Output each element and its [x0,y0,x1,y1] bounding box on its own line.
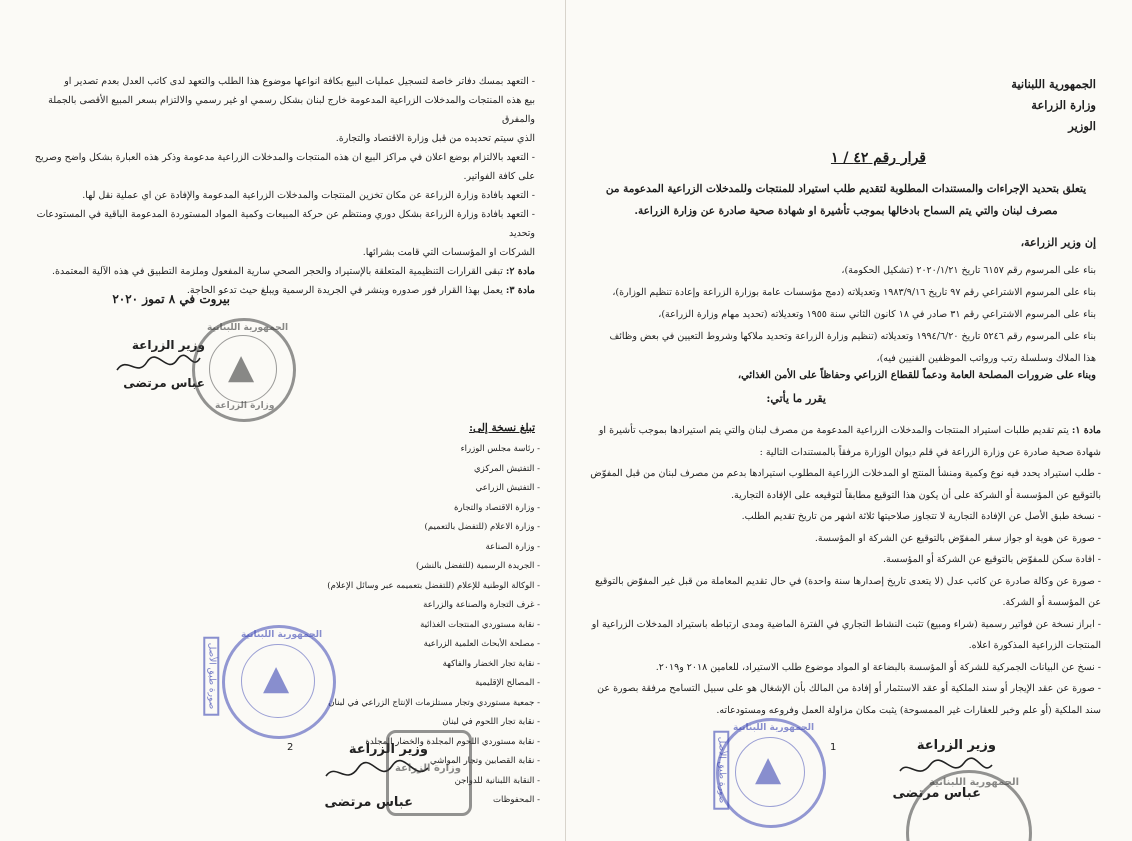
seal-top-text: الجمهورية اللبنانية [207,323,289,333]
list-item: سند الملكية (أو علم وخبر للعقارات غير الممسوحة) يثبت مكان مزاولة العمل وفروعه ومستودعاته. [716,704,1101,716]
list-item: - رئاسة مجلس الوزراء [460,444,540,454]
article-3-label: مادة ٣: [505,285,535,296]
list-item: - نسخ عن البيانات الجمركية للشركة أو المؤسسة بالبضاعة او المواد موضوع طلب الاستيراد، للعامين ٢٠١٨ و٢٠١٩. [655,661,1101,673]
obligation-line: - التعهد بافادة وزارة الزراعة عن مكان تخزين المنتجات والمدخلات الزراعية المدعومة والإفادة عن اي عملية نقل لها. [82,190,535,201]
article-1-label: مادة ١: [1071,425,1101,436]
opening-line: إن وزير الزراعة، [1020,236,1096,249]
decision-title: قرار رقم ٤٢ / ١ [830,150,926,166]
recital-line: بناء على المرسوم الاشتراعي رقم ٩٧ تاريخ ١٩٨٣/٩/١٦ وتعديلاته (دمج مؤسسات عامة بوزارة الزراعة وإعادة تنظيم الوزارة)، [612,287,1096,298]
recital-line: بناء على المرسوم الاشتراعي رقم ٣١ صادر في ١٨ كانون الثاني سنة ١٩٥٥ وتعديلاته (تحديد مهام وزارة الزراعة)، [658,309,1096,320]
list-item: المنتجات الزراعية المذكورة اعلاه. [968,640,1101,651]
public-interest-line: وبناء على ضرورات المصلحة العامة ودعماً للقطاع الزراعي وحفاظاً على الأمن الغذائي، [737,370,1096,381]
list-item: - نقابة مستوردي المنتجات الغذائية [420,619,540,630]
obligation-line: - التعهد بمسك دفاتر خاصة لتسجيل عمليات البيع بكافة انواعها موضوع هذا الطلب والتعهد لدى كاتب العدل بعدم تصدير او [64,76,535,87]
list-item: - نقابة القصابين وتجار المواشي [430,756,540,766]
list-item: - نقابة مستوردي اللحوم المجلدة والخضار المجلدة [365,736,540,747]
ministry-seal-bottom [386,730,472,816]
seal-top-text: الجمهورية اللبنانية [733,723,815,733]
article-1-text: يتم تقديم طلبات استيراد المنتجات والمدخلات الزراعية المدعومة من مصرف لبنان والتي يتم استيرادها بموجب تأشيرة او [598,425,1069,436]
subject-line: يتعلق بتحديد الإجراءات والمستندات المطلوبة لتقديم طلب استيراد للمنتجات وللمدخلات الزراعية المدعومة من [605,183,1087,195]
copy-heading: تبلغ نسخة إلى: [469,422,535,434]
subject-line: مصرف لبنان والتي يتم السماح بادخالها بموجب تأشيرة او شهادة صحية صادرة عن وزارة الزراعة. [634,205,1058,217]
minister-label: الوزير [1068,119,1096,133]
list-item: - مصلحة الأبحاث العلمية الزراعية [423,639,540,649]
minister-signature-title: وزير الزراعة [916,738,996,753]
list-item: - صورة عن هوية او جواز سفر المفوّض بالتوقيع عن الشركة او المؤسسة. [814,532,1101,544]
decides-line: يقرر ما يأتي: [766,392,826,405]
certified-copy-stamp: صورة طبق الأصل [203,637,219,716]
ministry-name: وزارة الزراعة [1031,98,1096,112]
seal-bottom-text: وزارة الزراعة [395,763,462,774]
page-number: 2 [287,742,294,753]
list-item: - صورة عن عقد الإيجار أو سند الملكية أو عقد الاستثمار أو إفادة من المالك بأن الإشغال هو على سبيل التسامح مرفقة بصورة عن [597,683,1101,694]
page-number: 1 [830,742,837,753]
article-2 [30,262,535,281]
minister-signature-title: وزير الزراعة [348,742,428,757]
recital-line: هذا الملاك وسلسلة رتب ورواتب الموظفين الفنيين فيه)، [876,353,1096,364]
seal-top-text: الجمهورية اللبنانية [241,630,323,640]
list-item: - نقابة تجار اللحوم في لبنان [442,717,540,727]
cedar-icon: ▲ [228,347,255,387]
minister-name: عباس مرتضى [123,376,205,390]
republic-name: الجمهورية اللبنانية [1011,77,1096,91]
certified-copy-stamp: صورة طبق الأصل [713,731,729,810]
cedar-icon: ▲ [755,749,782,789]
list-item: - صورة عن وكالة صادرة عن كاتب عدل (لا يتعدى تاريخ إصدارها سنة واحدة) في حال تقديم المعاملة من قبل غير المفوّض بالتوقيع [595,575,1101,587]
recital-line: بناء على المرسوم رقم ٦١٥٧ تاريخ ٢٠٢٠/١/٢١ (تشكيل الحكومة)، [841,265,1096,276]
list-item: - المصالح الإقليمية [475,678,540,688]
ministry-seal-blue [222,625,336,739]
list-item: - وزارة الاقتصاد والتجارة [454,502,540,513]
article-1-line [586,420,1101,442]
minister-name: عباس مرتضى [892,786,981,801]
article-2-label: مادة ٢: [505,266,535,277]
article-1-line: شهادة صحية صادرة عن وزارة الزراعة في قلم ديوان الوزارة مرفقاً بالمستندات التالية : [759,446,1101,458]
letterhead [956,74,1096,137]
date-line: بيروت في ٨ تموز ٢٠٢٠ [112,292,230,306]
list-item: - غرف التجارة والصناعة والزراعة [423,600,540,610]
seal-bottom-text: وزارة الزراعة [215,401,275,411]
list-item: - التفتيش المركزي [473,463,540,474]
list-item: - جمعية مستوردي وتجار مستلزمات الإنتاج الزراعي في لبنان [328,697,540,708]
list-item: - افادة سكن للمفوّض بالتوقيع عن الشركة أو المؤسسة. [883,554,1101,565]
list-item: بالتوقيع عن المؤسسة أو الشركة على أن يكون هذا التوقيع مطابقاً لتوقيعه على الإفادة التجارية. [730,489,1101,501]
list-item: - النقابة اللبنانية للدواجن [454,775,540,786]
document-page-1 [566,0,1132,841]
minister-signature-title: وزير الزراعة [131,338,205,352]
list-item: - نقابة تجار الخضار والفاكهة [442,658,540,669]
obligations-block [30,72,535,300]
list-item: - التفتيش الزراعي [475,483,540,493]
obligation-line: على كافة الفواتير. [463,171,535,182]
list-item: عن المؤسسة أو الشركة. [1002,597,1101,608]
list-item: - وزارة الاعلام (للتفضل بالتعميم) [424,522,540,532]
article-2-text: تبقى القرارات التنظيمية المتعلقة بالإستيراد والحجر الصحي سارية المفعول وملزمة التطبيق في هذه الآلية المعتمدة. [52,266,503,277]
list-item: - الجريدة الرسمية (للتفضل بالنشر) [416,561,540,571]
obligation-line: بيع هذه المنتجات والمدخلات الزراعية المدعومة خارج لبنان بشكل رسمي او غير رسمي والالتزام بسعر المبيع الأقصى بالجملة والمفرق [48,95,535,125]
minister-name: عباس مرتضى [324,795,413,810]
recitals [586,260,1096,370]
decision-subject [586,178,1106,222]
list-item: - الوكالة الوطنية للإعلام (للتفضل بتعميمه عبر وسائل الإعلام) [327,580,540,591]
list-item: - وزارة الصناعة [485,541,540,552]
seal-top-text: الجمهورية اللبنانية [929,777,1020,788]
obligation-line: - التعهد بالالتزام بوضع اعلان في مراكز البيع ان هذه المنتجات والمدخلات الزراعية مدعومة وذكر هذه العبارة بشكل واضح وصريح [34,152,535,163]
recital-line: بناء على المرسوم رقم ٥٢٤٦ تاريخ ١٩٩٤/٦/٢٠ وتعديلاته (تنظيم وزارة الزراعة وتحديد ملاكها وشروط التعيين في بعض وظائف [609,331,1096,342]
article-3-text: يعمل بهذا القرار فور صدوره وينشر في الجريدة الرسمية ويبلغ حيث تدعو الحاجة. [186,285,503,296]
list-item: - طلب استيراد يحدد فيه نوع وكمية ومنشأ المنتج او المدخلات الزراعية المطلوب استيرادها بدعم من مصرف لبنان من قبل المفوّض [590,468,1101,479]
ministry-seal [192,318,296,422]
list-item: - ابراز نسخة عن فواتير رسمية (شراء ومبيع) تثبت النشاط التجاري في الفترة الماضية ومدى ارتباطه باستيراد المدخلات الزراعية او [591,618,1101,630]
article-1 [586,420,1101,721]
cedar-icon: ▲ [263,658,290,698]
obligation-line: الشركات او المؤسسات التي قامت بشرائها. [362,247,535,258]
obligation-line: - التعهد بافادة وزارة الزراعة بشكل دوري ومنتظم عن حركة المبيعات وكمية المواد المستوردة المدعومة الباقية في المستودعات وتحديد [36,209,535,239]
list-item: - المحفوظات [493,795,540,805]
ministry-seal-blue [716,718,826,828]
list-item: - نسخة طبق الأصل عن الإفادة التجارية لا تتجاوز صلاحيتها ثلاثة اشهر من تاريخ تقديم الطلب. [741,511,1101,522]
obligation-line: الذي سيتم تحديده من قبل وزارة الاقتصاد والتجارة. [335,133,535,144]
